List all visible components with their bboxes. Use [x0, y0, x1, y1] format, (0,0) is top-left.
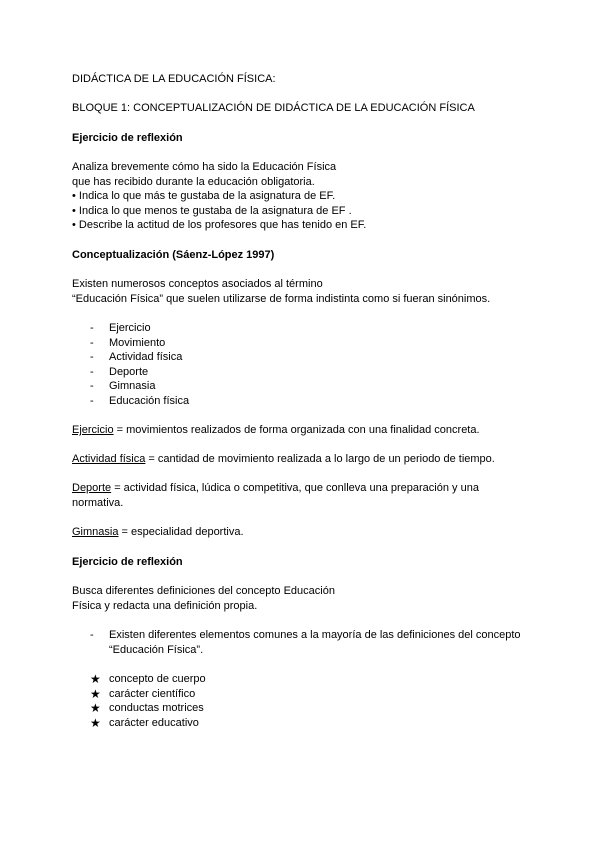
definition-text: = especialidad deportiva.	[118, 526, 244, 538]
concept-heading: Conceptualización (Sáenz-López 1997)	[72, 249, 275, 261]
list-bullet: -	[90, 351, 94, 363]
concept-list-item: Ejercicio	[109, 322, 151, 334]
star-list-item: carácter educativo	[109, 716, 199, 729]
reflection-line: Busca diferentes definiciones del concepto Educación	[72, 585, 335, 597]
list-bullet: -	[90, 322, 94, 334]
star-icon: ★	[90, 686, 101, 701]
concept-list-item: Gimnasia	[109, 380, 156, 392]
definition-text: = cantidad de movimiento realizada a lo largo de un periodo de tiempo.	[145, 453, 495, 465]
note-line: Existen diferentes elementos comunes a la mayoría de las definiciones del concepto	[109, 629, 521, 641]
star-icon: ★	[90, 715, 101, 730]
document-title: DIDÁCTICA DE LA EDUCACIÓN FÍSICA:	[72, 73, 276, 85]
list-bullet: -	[90, 629, 94, 641]
definition-gimnasia	[72, 525, 244, 540]
reflection-line: • Describe la actitud de los profesores que has tenido en EF.	[72, 219, 367, 231]
definition-term: Actividad física	[72, 453, 146, 465]
concept-list-item: Educación física	[109, 394, 190, 407]
list-bullet: -	[90, 365, 94, 378]
definition-text: = movimientos realizados de forma organizada con una finalidad concreta.	[113, 424, 480, 436]
star-list-item: carácter científico	[109, 687, 196, 700]
concept-list-item: Actividad física	[109, 351, 183, 363]
concept-intro: Existen numerosos conceptos asociados al término	[72, 278, 323, 290]
concept-intro: “Educación Física” que suelen utilizarse de forma indistinta como si fueran sinónimos.	[72, 292, 491, 305]
note-line: “Educación Física”.	[109, 643, 204, 656]
star-icon: ★	[90, 701, 101, 715]
reflection-line: que has recibido durante la educación obligatoria.	[72, 175, 315, 188]
definition-actividad-fisica	[72, 452, 495, 467]
definition-term: Gimnasia	[72, 526, 119, 538]
definition-term: Deporte	[72, 482, 112, 494]
block-heading: BLOQUE 1: CONCEPTUALIZACIÓN DE DIDÁCTICA DE LA EDUCACIÓN FÍSICA	[72, 102, 475, 114]
reflection-line: Física y redacta una definición propia.	[72, 599, 258, 612]
concept-list-item: Movimiento	[109, 336, 166, 349]
definition-text: = actividad física, lúdica o competitiva, que conlleva una preparación y una	[111, 482, 479, 494]
star-list-item: conductas motrices	[109, 702, 204, 714]
concept-list-item: Deporte	[109, 365, 149, 378]
star-list-item: concepto de cuerpo	[109, 673, 206, 685]
definition-deporte	[72, 481, 479, 496]
list-bullet: -	[90, 394, 94, 407]
list-bullet: -	[90, 380, 94, 392]
reflection-line: Analiza brevemente cómo ha sido la Educación Física	[72, 161, 337, 173]
definition-ejercicio	[72, 423, 480, 438]
reflection-line: • Indica lo que más te gustaba de la asignatura de EF.	[72, 190, 336, 202]
reflection-heading-2: Ejercicio de reflexión	[72, 556, 183, 568]
reflection-heading-1: Ejercicio de reflexión	[72, 132, 183, 144]
definition-continuation: normativa.	[72, 496, 124, 509]
star-icon: ★	[90, 672, 101, 686]
list-bullet: -	[90, 336, 94, 349]
definition-term: Ejercicio	[72, 424, 114, 436]
reflection-line: • Indica lo que menos te gustaba de la asignatura de EF .	[72, 204, 352, 217]
